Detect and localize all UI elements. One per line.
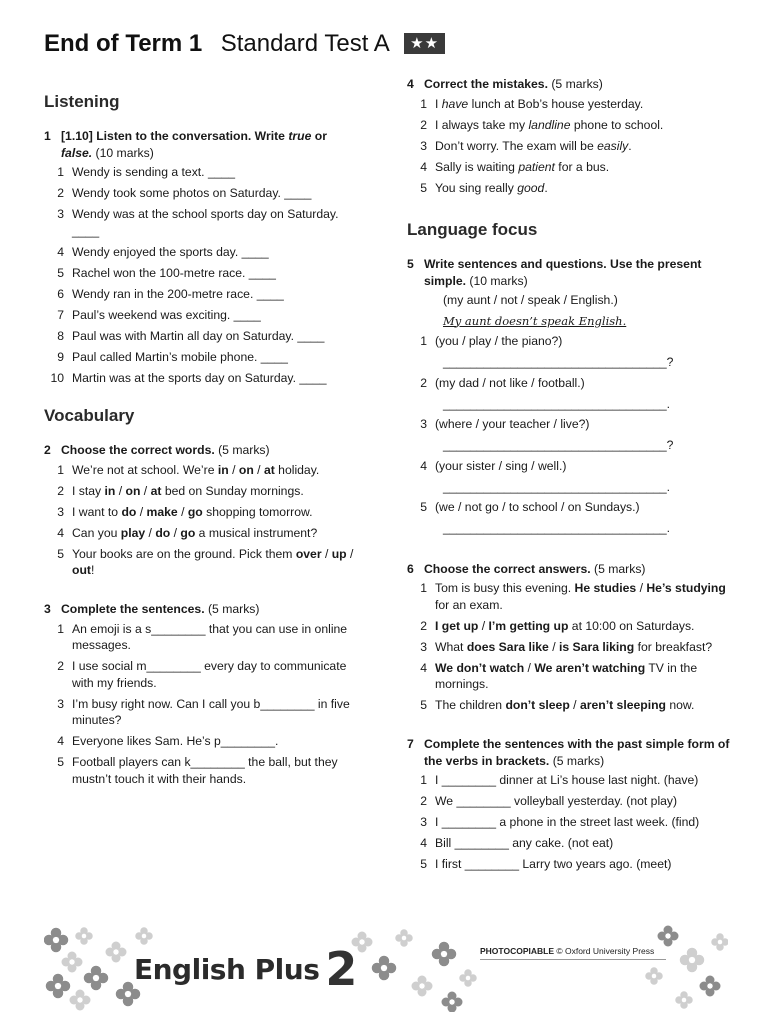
pattern-flower [395,929,413,947]
exercise-item [44,658,364,691]
exercise-heading [407,76,737,93]
exercise-item [44,307,364,324]
answer-line: _________________________________? [443,438,674,452]
answer-line: _________________________________. [443,396,671,411]
exercise-item [44,164,364,181]
answer-line: _________________________________. [443,521,671,535]
publisher-label: © Oxford University Press [554,946,655,956]
item-number: 3 [57,504,64,519]
item-text: (you / play / the piano?) [435,334,563,348]
mistake-word: have [441,96,469,111]
difficulty-stars-badge: ★★ [404,33,445,54]
choice-option: do [121,504,137,519]
exercise-number: 2 [44,443,51,457]
exercise-heading [44,128,364,161]
exercise-item [407,835,737,852]
exercise-4 [407,76,737,196]
item-number: 5 [57,546,64,561]
exercise-heading [44,601,364,618]
item-number: 2 [420,794,427,808]
mistake-word: landline [528,117,571,132]
item-number: 1 [57,621,64,636]
mistake-word: patient [518,159,555,174]
page-header [44,30,445,66]
exercise-items [407,333,737,537]
exercise-item [44,462,364,479]
pattern-flower [432,942,457,967]
exercise-heading [407,561,737,578]
exercise-item [407,96,737,113]
exercise-item [44,244,364,261]
choice-option: in [217,462,229,477]
brand-logo [134,936,357,996]
exercise-number: 6 [407,561,414,576]
exercise-item [44,546,364,579]
item-number: 4 [420,836,427,850]
exercise-number: 3 [44,602,51,616]
item-text: Your books are on the ground. Pick them over / up / out! [72,546,354,577]
exercise-item [44,696,364,729]
pattern-flower [700,976,721,997]
pattern-flower [46,974,71,999]
exercise-item [407,856,737,873]
exercise-item [44,286,364,303]
choice-option: I’m getting up [488,618,569,633]
exercise-instruction: Write sentences and questions. Use the present simple. (10 marks) [424,257,702,288]
exercise-instruction: Choose the correct words. (5 marks) [61,443,270,457]
exercise-7 [407,736,737,873]
item-number: 2 [420,618,427,633]
exercise-items [44,621,364,788]
item-text: We’re not at school. We’re in / on / at holiday. [72,462,320,477]
choice-option: on [238,462,254,477]
exercise-item [407,458,737,475]
choice-option: go [180,525,196,540]
photocopiable-label: PHOTOCOPIABLE [480,946,554,956]
pattern-flower [106,942,127,963]
brand-level: 2 [325,942,357,996]
item-number: 2 [420,375,427,390]
exercise-items [407,772,737,873]
item-number: 5 [420,500,427,514]
choice-option: at [150,483,162,498]
item-text: We ________ volleyball yesterday. (not play) [435,794,678,808]
pattern-flower [44,928,68,953]
item-text: (your sister / sing / well.) [435,458,567,473]
item-number: 1 [57,165,64,179]
item-text: You sing really good. [435,180,548,195]
choice-option: play [120,525,146,540]
exercise-item [44,185,364,202]
exercise-number: 5 [407,257,414,271]
choice-option: aren’t sleeping [579,698,666,712]
choice-option: up [331,546,347,561]
item-number: 3 [420,639,427,654]
choice-option: I get up [435,618,479,633]
item-text: Sally is waiting patient for a bus. [435,159,610,174]
item-number: 4 [420,159,427,174]
pattern-flower [658,926,679,947]
item-text: I always take my landline phone to school. [435,117,664,132]
page-footer [44,916,728,1012]
choice-option: make [146,504,178,519]
item-number: 1 [420,96,427,111]
exercise-heading [407,256,737,289]
marks-label: (5 marks) [204,602,260,616]
item-number: 2 [57,186,64,200]
item-text: Can you play / do / go a musical instrument? [72,525,318,540]
item-number: 4 [57,734,64,748]
exercise-6 [407,561,737,714]
item-text: Paul was with Martin all day on Saturday. ____ [72,328,325,343]
choice-option: We aren’t watching [534,660,646,675]
pattern-flower [70,990,91,1011]
copyright-notice [480,946,654,956]
exercise-instruction: Correct the mistakes. (5 marks) [424,77,603,91]
exercise-item [44,754,364,787]
item-number: 1 [420,773,427,787]
pattern-flower [62,952,83,973]
exercise-item [44,525,364,542]
pattern-flower [675,991,693,1009]
marks-label: (10 marks) [92,145,154,160]
choice-option: over [295,546,322,561]
item-number: 6 [57,286,64,301]
exercise-item [407,580,737,613]
item-number: 2 [420,117,427,132]
choice-option: at [263,462,275,477]
marks-label: (5 marks) [590,561,646,576]
item-number: 5 [420,180,427,195]
exercise-item [407,159,737,176]
item-text: (we / not go / to school / on Sundays.) [435,500,640,514]
item-text: (where / your teacher / live?) [435,417,590,431]
pattern-flower [711,933,728,951]
footer-rule [480,959,666,960]
item-text: Tom is busy this evening. He studies / He’s studying for an exam. [435,581,726,612]
item-number: 3 [420,417,427,431]
section-title-language-focus: Language focus [407,220,538,239]
marks-label: (5 marks) [549,753,605,768]
marks-label: (10 marks) [466,273,528,288]
item-text: Paul’s weekend was exciting. ____ [72,307,261,322]
item-number: 4 [57,525,64,540]
item-number: 1 [420,581,427,595]
item-number: 1 [57,462,64,477]
choice-option: don’t sleep [505,698,570,712]
exercise-item [407,180,737,197]
pattern-flower [645,967,663,985]
item-text: I get up / I’m getting up at 10:00 on Saturdays. [435,618,695,633]
exercise-items [44,164,364,386]
item-text: Wendy enjoyed the sports day. ____ [72,244,269,259]
mistake-word: good [517,180,545,195]
pattern-flower [412,976,433,997]
item-text: Everyone likes Sam. He’s p________. [72,734,279,748]
item-number: 4 [420,660,427,675]
exercise-item [407,499,737,516]
page-subtitle: Standard Test A [220,30,390,57]
exercise-item [44,483,364,500]
item-number: 4 [420,458,427,473]
exercise-item [44,370,364,387]
item-text: I ________ a phone in the street last week. (find) [435,815,700,829]
item-text: I’m busy right now. Can I call you b________ in five minutes? [72,696,350,727]
exercise-item [44,504,364,521]
exercise-heading [407,736,737,769]
choice-option: on [125,483,141,498]
item-text: I stay in / on / at bed on Sunday mornings. [72,483,304,498]
exercise-item [407,375,737,392]
choice-option: do [155,525,171,540]
item-number: 1 [420,334,427,348]
pattern-flower [84,966,109,991]
item-text: I have lunch at Bob’s house yesterday. [435,96,644,111]
exercise-item [407,639,737,656]
exercise-number: 4 [407,77,414,91]
item-number: 3 [420,815,427,829]
exercise-item [407,138,737,155]
exercise-5 [407,256,737,537]
item-number: 3 [57,207,64,221]
item-number: 5 [57,755,64,769]
exercise-2 [44,442,364,579]
item-number: 3 [57,696,64,711]
item-text: The children don’t sleep / aren’t sleeping now. [435,698,695,712]
exercise-item [407,660,737,693]
exercise-number: 7 [407,737,414,751]
answer-line: _________________________________? [443,355,674,369]
item-text: We don’t watch / We aren’t watching TV in the mornings. [435,660,698,691]
exercise-item [407,117,737,134]
mistake-word: easily [597,138,629,153]
exercise-item [44,733,364,750]
exercise-instruction: [1.10] Listen to the conversation. Write true or false. (10 marks) [61,129,327,160]
exercise-item [44,621,364,654]
choice-option: does Sara like [466,639,549,654]
item-text: Rachel won the 100-metre race. ____ [72,265,276,280]
exercise-instruction: Complete the sentences with the past simple form of the verbs in brackets. (5 marks) [424,737,730,768]
item-number: 5 [57,265,64,280]
item-number: 10 [50,370,64,385]
item-text: Paul called Martin’s mobile phone. ____ [72,349,288,364]
exercise-instruction: Choose the correct answers. (5 marks) [424,561,646,576]
item-text: Wendy is sending a text. ____ [72,165,236,179]
left-column [44,92,364,792]
pattern-flower [442,992,463,1013]
choice-option: is Sara liking [559,639,635,654]
exercise-items [44,462,364,579]
item-text: Bill ________ any cake. (not eat) [435,836,614,850]
choice-option: He’s studying [646,581,726,595]
exercise-item [407,697,737,714]
item-number: 5 [420,698,427,712]
pattern-flower [75,927,93,945]
exercise-3 [44,601,364,787]
exercise-instruction: Complete the sentences. (5 marks) [61,602,260,616]
exercise-1 [44,128,364,386]
item-text: An emoji is a s________ that you can use in online messages. [72,621,348,652]
exercise-item [44,349,364,366]
item-number: 2 [57,483,64,498]
answer-line: _________________________________. [443,479,671,494]
item-number: 8 [57,328,64,343]
marks-label: (5 marks) [214,443,270,457]
item-text: Wendy ran in the 200-metre race. ____ [72,286,284,301]
brand-name: English Plus [134,953,320,986]
exercise-item [44,265,364,282]
exercise-items [407,96,737,197]
choice-option: We don’t watch [435,660,525,675]
item-text: (my dad / not like / football.) [435,375,585,390]
item-text: I want to do / make / go shopping tomorrow. [72,504,313,519]
exercise-item [407,618,737,635]
exercise-number: 1 [44,129,51,143]
exercise-item [407,793,737,810]
item-text: I first ________ Larry two years ago. (meet) [435,857,672,871]
choice-option: He studies [574,581,637,595]
exercise-item [407,772,737,789]
choice-option: out [72,563,91,577]
marks-label: (5 marks) [547,77,603,91]
item-text: Football players can k________ the ball, but they mustn’t touch it with their hands. [72,755,338,786]
example-prompt: (my aunt / not / speak / English.) [443,293,618,307]
exercise-item [407,814,737,831]
item-text: Wendy was at the school sports day on Saturday. ____ [72,207,339,238]
item-number: 3 [420,138,427,153]
item-text: Don’t worry. The exam will be easily. [435,138,632,153]
item-number: 9 [57,349,64,364]
section-title-listening: Listening [44,92,120,111]
exercise-item [44,206,364,239]
exercise-item [407,333,737,350]
exercise-heading [44,442,364,459]
choice-option: in [104,483,116,498]
item-number: 7 [57,307,64,322]
pattern-flower [680,948,705,973]
item-number: 2 [57,659,64,673]
pattern-flower [372,956,397,981]
item-number: 5 [420,857,427,871]
right-column [407,76,737,877]
exercise-items [407,580,737,714]
item-text: I ________ dinner at Li’s house last night. (have) [435,773,699,787]
section-title-vocabulary: Vocabulary [44,406,135,425]
exercise-item [44,328,364,345]
item-text: I use social m________ every day to communicate with my friends. [72,659,347,690]
item-number: 4 [57,244,64,259]
item-text: Wendy took some photos on Saturday. ____ [72,186,312,200]
item-text: What does Sara like / is Sara liking for breakfast? [435,639,713,654]
page-title: End of Term 1 [44,30,203,57]
pattern-flower [459,969,477,987]
item-text: Martin was at the sports day on Saturday. ____ [72,370,327,385]
example-answer: My aunt doesn’t speak English. [443,313,627,328]
choice-option: go [187,504,203,519]
exercise-item [407,416,737,433]
